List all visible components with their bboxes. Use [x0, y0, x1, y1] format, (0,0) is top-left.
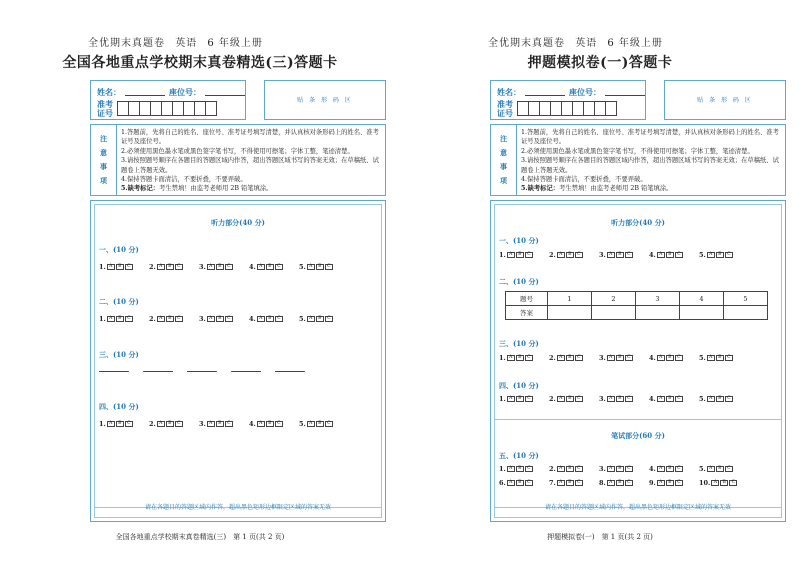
notes-box — [490, 124, 786, 196]
question-number: 2. — [549, 395, 556, 403]
option-bubble-a[interactable]: A — [307, 316, 315, 322]
option-bubble-a[interactable]: A — [257, 421, 265, 427]
question-option-group[interactable] — [699, 354, 749, 362]
option-bubble-c[interactable]: C — [175, 264, 183, 270]
page-footer: 押题模拟卷(一) 第 1 页(共 2 页) — [547, 533, 653, 541]
question-number: 3. — [199, 420, 206, 428]
option-bubble-b[interactable]: B — [516, 480, 524, 486]
option-bubble-a[interactable]: A — [307, 421, 315, 427]
question-number: 5. — [699, 465, 706, 473]
option-bubble-c[interactable]: C — [275, 316, 283, 322]
option-bubble-b[interactable]: B — [720, 480, 728, 486]
question-number: 4. — [649, 465, 656, 473]
option-bubble-c[interactable]: C — [725, 466, 733, 472]
section-4-title: 四、(10 分) — [499, 381, 539, 390]
answer-cell[interactable] — [680, 306, 724, 320]
question-number: 3. — [199, 263, 206, 271]
question-option-group[interactable] — [599, 395, 649, 403]
question-number: 5. — [699, 395, 706, 403]
option-bubble-b[interactable]: B — [666, 466, 674, 472]
option-bubble-a[interactable]: A — [557, 396, 565, 402]
exam-id-label: 准考 证号 — [497, 99, 513, 118]
option-bubble-b[interactable]: B — [716, 466, 724, 472]
option-bubble-b[interactable]: B — [216, 421, 224, 427]
section-4-options[interactable] — [499, 395, 749, 403]
option-bubble-b[interactable]: B — [666, 480, 674, 486]
option-bubble-b[interactable]: B — [516, 396, 524, 402]
barcode-area: 贴 条 形 码 区 — [264, 80, 386, 120]
option-bubble-a[interactable]: A — [557, 466, 565, 472]
option-bubble-b[interactable]: B — [566, 480, 574, 486]
question-number: 2. — [149, 420, 156, 428]
section-1-options[interactable] — [499, 251, 749, 259]
option-bubble-b[interactable]: B — [566, 252, 574, 258]
barcode-area: 贴 条 形 码 区 — [664, 80, 786, 120]
option-bubble-b[interactable]: B — [216, 316, 224, 322]
question-number: 2. — [149, 263, 156, 271]
option-bubble-b[interactable]: B — [716, 396, 724, 402]
option-bubble-c[interactable]: C — [225, 264, 233, 270]
name-field[interactable] — [125, 95, 165, 96]
option-bubble-a[interactable]: A — [557, 252, 565, 258]
name-label: 姓名： — [497, 87, 521, 97]
option-bubble-b[interactable]: B — [116, 316, 124, 322]
option-bubble-c[interactable]: C — [725, 252, 733, 258]
option-bubble-c[interactable]: C — [725, 355, 733, 361]
option-bubble-b[interactable]: B — [266, 421, 274, 427]
section-2-options[interactable] — [99, 315, 349, 323]
question-option-group[interactable] — [499, 479, 549, 487]
option-bubble-b[interactable]: B — [516, 355, 524, 361]
question-option-group[interactable] — [149, 315, 199, 323]
subject: 英语 — [575, 38, 598, 49]
option-bubble-a[interactable]: A — [707, 466, 715, 472]
question-option-group[interactable] — [549, 354, 599, 362]
grade: 6 年级上册 — [207, 38, 263, 49]
divider — [495, 419, 781, 420]
section-3-options[interactable] — [499, 354, 749, 362]
question-option-group[interactable] — [549, 479, 599, 487]
option-bubble-c[interactable]: C — [725, 396, 733, 402]
student-info-box — [90, 80, 246, 120]
question-option-group[interactable] — [699, 465, 749, 473]
option-bubble-c[interactable]: C — [575, 396, 583, 402]
question-option-group[interactable] — [549, 395, 599, 403]
option-bubble-b[interactable]: B — [266, 316, 274, 322]
option-bubble-a[interactable]: A — [157, 264, 165, 270]
exam-id-cells[interactable] — [117, 101, 216, 116]
question-number: 2. — [149, 315, 156, 323]
option-bubble-b[interactable]: B — [266, 264, 274, 270]
option-bubble-c[interactable]: C — [675, 252, 683, 258]
option-bubble-b[interactable]: B — [666, 355, 674, 361]
section-3-title: 三、(10 分) — [499, 339, 539, 348]
option-bubble-a[interactable]: A — [207, 316, 215, 322]
seat-label: 座位号： — [569, 87, 601, 97]
question-option-group[interactable] — [199, 420, 249, 428]
name-label: 姓名： — [97, 87, 121, 97]
option-bubble-c[interactable]: C — [525, 252, 533, 258]
question-number: 1. — [99, 315, 106, 323]
section-5-options[interactable] — [499, 465, 749, 473]
question-option-group[interactable] — [599, 479, 649, 487]
option-bubble-c[interactable]: C — [675, 355, 683, 361]
header — [488, 34, 669, 49]
section-5-title: 五、(10 分) — [499, 451, 539, 460]
question-option-group[interactable] — [299, 263, 349, 271]
option-bubble-a[interactable]: A — [707, 396, 715, 402]
section-1-title: 一、(10 分) — [99, 245, 139, 254]
bottom-warning: 请在各题目的答题区域内作答，超出黑色矩形边框限定区域的答案无效 — [544, 504, 731, 511]
question-option-group[interactable] — [599, 465, 649, 473]
option-bubble-a[interactable]: A — [657, 355, 665, 361]
listening-title: 听力部分(40 分) — [611, 218, 665, 227]
option-bubble-a[interactable]: A — [107, 264, 115, 270]
option-bubble-a[interactable]: A — [657, 252, 665, 258]
question-number: 9. — [649, 479, 656, 487]
question-number: 6. — [499, 479, 506, 487]
written-title: 笔试部分(60 分) — [611, 431, 665, 440]
answer-sheet-right — [400, 0, 800, 580]
question-number: 1. — [99, 420, 106, 428]
question-option-group[interactable] — [699, 251, 749, 259]
option-bubble-b[interactable]: B — [716, 355, 724, 361]
option-bubble-b[interactable]: B — [666, 252, 674, 258]
question-option-group[interactable] — [499, 251, 549, 259]
option-bubble-b[interactable]: B — [166, 316, 174, 322]
question-number: 4. — [249, 263, 256, 271]
student-info-box — [490, 80, 646, 120]
question-number: 3. — [599, 354, 606, 362]
option-bubble-a[interactable]: A — [607, 252, 615, 258]
question-option-group[interactable] — [249, 315, 299, 323]
question-option-group[interactable] — [499, 465, 549, 473]
option-bubble-a[interactable]: A — [657, 480, 665, 486]
name-field[interactable] — [525, 95, 565, 96]
option-bubble-b[interactable]: B — [616, 396, 624, 402]
question-option-group[interactable] — [299, 420, 349, 428]
option-bubble-b[interactable]: B — [116, 264, 124, 270]
table-header-label: 题号 — [506, 292, 548, 306]
option-bubble-c[interactable]: C — [575, 355, 583, 361]
answer-cell[interactable] — [548, 306, 592, 320]
option-bubble-a[interactable]: A — [507, 355, 515, 361]
option-bubble-c[interactable]: C — [729, 480, 737, 486]
option-bubble-c[interactable]: C — [525, 396, 533, 402]
option-bubble-a[interactable]: A — [157, 421, 165, 427]
table-answer-label: 答案 — [506, 306, 548, 320]
option-bubble-a[interactable]: A — [207, 421, 215, 427]
option-bubble-a[interactable]: A — [607, 466, 615, 472]
question-number: 1. — [499, 465, 506, 473]
option-bubble-a[interactable]: A — [207, 264, 215, 270]
question-number: 2. — [549, 251, 556, 259]
option-bubble-a[interactable]: A — [557, 355, 565, 361]
option-bubble-c[interactable]: C — [275, 264, 283, 270]
question-number: 3. — [599, 251, 606, 259]
option-bubble-c[interactable]: C — [275, 421, 283, 427]
question-option-group[interactable] — [499, 354, 549, 362]
seat-label: 座位号： — [169, 87, 201, 97]
question-number: 4. — [649, 251, 656, 259]
option-bubble-b[interactable]: B — [316, 264, 324, 270]
sheet-title: 押题模拟卷(一)答题卡 — [527, 55, 673, 71]
option-bubble-b[interactable]: B — [516, 252, 524, 258]
question-number: 2. — [549, 465, 556, 473]
option-bubble-c[interactable]: C — [225, 421, 233, 427]
option-bubble-c[interactable]: C — [125, 316, 133, 322]
question-option-group[interactable] — [599, 354, 649, 362]
section-4-options[interactable] — [99, 420, 349, 428]
question-option-group[interactable] — [99, 263, 149, 271]
section-3-title: 三、(10 分) — [99, 350, 139, 359]
option-bubble-b[interactable]: B — [616, 466, 624, 472]
option-bubble-c[interactable]: C — [225, 316, 233, 322]
option-bubble-b[interactable]: B — [166, 264, 174, 270]
option-bubble-c[interactable]: C — [625, 480, 633, 486]
answer-cell[interactable] — [724, 306, 768, 320]
section-3-blanks[interactable] — [99, 371, 305, 372]
exam-id-cells[interactable] — [517, 101, 616, 116]
question-option-group[interactable] — [99, 420, 149, 428]
question-number: 10. — [699, 479, 711, 487]
option-bubble-a[interactable]: A — [557, 480, 565, 486]
option-bubble-c[interactable]: C — [675, 396, 683, 402]
option-bubble-c[interactable]: C — [625, 396, 633, 402]
option-bubble-b[interactable]: B — [616, 480, 624, 486]
question-number: 4. — [249, 420, 256, 428]
question-option-group[interactable] — [649, 479, 699, 487]
option-bubble-b[interactable]: B — [616, 252, 624, 258]
question-number: 8. — [599, 479, 606, 487]
question-option-group[interactable] — [649, 395, 699, 403]
option-bubble-a[interactable]: A — [711, 480, 719, 486]
option-bubble-a[interactable]: A — [257, 316, 265, 322]
notes-label: 注 意 事 项 — [91, 125, 117, 195]
question-option-group[interactable] — [149, 420, 199, 428]
section-2-title: 二、(10 分) — [99, 297, 139, 306]
option-bubble-c[interactable]: C — [525, 466, 533, 472]
option-bubble-c[interactable]: C — [625, 466, 633, 472]
question-number: 3. — [199, 315, 206, 323]
option-bubble-b[interactable]: B — [566, 396, 574, 402]
option-bubble-b[interactable]: B — [566, 466, 574, 472]
question-option-group[interactable] — [649, 354, 699, 362]
option-bubble-a[interactable]: A — [507, 396, 515, 402]
question-option-group[interactable] — [649, 465, 699, 473]
option-bubble-b[interactable]: B — [316, 421, 324, 427]
question-option-group[interactable] — [249, 420, 299, 428]
option-bubble-b[interactable]: B — [566, 355, 574, 361]
option-bubble-b[interactable]: B — [316, 316, 324, 322]
notes-list: 1.答题前，先将自己的姓名、座位号、准考证号填写清楚，并认真核对条形码上的姓名、准考证号及座位号。 2.必须使用黑色墨水笔或黑色签字笔书写，不得使用可擦笔；字体工整，笔迹清楚。 3.请按照题号顺序在各题目的答题区域内作答，超出答题区域书写的答案无效；在草稿纸、试题卷上答题无效。 4.保持答题卡面清洁，不要折叠，不要弄破。 5.缺考标记：考生禁填！由监考老师用 2B 铅笔填涂。 — [121, 129, 379, 193]
option-bubble-b[interactable]: B — [216, 264, 224, 270]
option-bubble-c[interactable]: C — [575, 480, 583, 486]
subject: 英语 — [175, 38, 198, 49]
option-bubble-c[interactable]: C — [675, 466, 683, 472]
question-number: 3. — [599, 395, 606, 403]
listening-title: 听力部分(40 分) — [211, 218, 265, 227]
option-bubble-a[interactable]: A — [607, 396, 615, 402]
notes-label: 注 意 事 项 — [491, 125, 517, 195]
question-option-group[interactable] — [549, 465, 599, 473]
option-bubble-b[interactable]: B — [716, 252, 724, 258]
question-number: 2. — [549, 354, 556, 362]
option-bubble-c[interactable]: C — [325, 316, 333, 322]
question-number: 1. — [99, 263, 106, 271]
series-name: 全优期末真题卷 — [88, 38, 165, 49]
option-bubble-a[interactable]: A — [307, 264, 315, 270]
option-bubble-a[interactable]: A — [707, 252, 715, 258]
answer-area — [90, 200, 386, 522]
grade: 6 年级上册 — [607, 38, 663, 49]
option-bubble-a[interactable]: A — [257, 264, 265, 270]
section-1-options[interactable] — [99, 263, 349, 271]
answer-cell[interactable] — [592, 306, 636, 320]
question-number: 1. — [499, 395, 506, 403]
series-name: 全优期末真题卷 — [488, 38, 565, 49]
option-bubble-b[interactable]: B — [666, 396, 674, 402]
question-number: 4. — [249, 315, 256, 323]
exam-id-label: 准考 证号 — [97, 99, 113, 118]
notes-box — [90, 124, 386, 196]
question-number: 5. — [699, 251, 706, 259]
option-bubble-a[interactable]: A — [157, 316, 165, 322]
question-option-group[interactable] — [249, 263, 299, 271]
option-bubble-a[interactable]: A — [707, 355, 715, 361]
question-number: 4. — [649, 395, 656, 403]
option-bubble-a[interactable]: A — [507, 252, 515, 258]
question-option-group[interactable] — [99, 315, 149, 323]
option-bubble-c[interactable]: C — [575, 466, 583, 472]
question-number: 5. — [299, 420, 306, 428]
option-bubble-b[interactable]: B — [616, 355, 624, 361]
question-option-group[interactable] — [549, 251, 599, 259]
question-option-group[interactable] — [599, 251, 649, 259]
section-4-title: 四、(10 分) — [99, 402, 139, 411]
question-option-group[interactable] — [499, 395, 549, 403]
seat-field[interactable] — [605, 95, 645, 96]
seat-field[interactable] — [205, 95, 245, 96]
question-option-group[interactable] — [299, 315, 349, 323]
section-2-table: 题号 1 2 3 4 5 答案 — [505, 291, 768, 320]
question-option-group[interactable] — [199, 315, 249, 323]
option-bubble-c[interactable]: C — [125, 264, 133, 270]
section-5-options-b[interactable] — [499, 479, 749, 487]
question-option-group[interactable] — [699, 479, 749, 487]
question-number: 5. — [299, 263, 306, 271]
option-bubble-a[interactable]: A — [607, 480, 615, 486]
option-bubble-a[interactable]: A — [507, 480, 515, 486]
option-bubble-c[interactable]: C — [325, 264, 333, 270]
option-bubble-c[interactable]: C — [675, 480, 683, 486]
sheet-title: 全国各地重点学校期末真卷精选(三)答题卡 — [62, 55, 338, 71]
question-option-group[interactable] — [649, 251, 699, 259]
option-bubble-c[interactable]: C — [525, 355, 533, 361]
section-2-title: 二、(10 分) — [499, 277, 539, 286]
question-number: 5. — [699, 354, 706, 362]
option-bubble-c[interactable]: C — [175, 316, 183, 322]
option-bubble-a[interactable]: A — [657, 466, 665, 472]
question-option-group[interactable] — [149, 263, 199, 271]
bottom-warning: 请在各题目的答题区域内作答，超出黑色矩形边框限定区域的答案无效 — [144, 504, 331, 511]
question-number: 4. — [649, 354, 656, 362]
option-bubble-b[interactable]: B — [116, 421, 124, 427]
option-bubble-b[interactable]: B — [166, 421, 174, 427]
page-footer: 全国各地重点学校期末真卷精选(三) 第 1 页(共 2 页) — [115, 533, 285, 541]
answer-area — [490, 200, 786, 522]
answer-cell[interactable] — [636, 306, 680, 320]
option-bubble-b[interactable]: B — [516, 466, 524, 472]
question-number: 5. — [299, 315, 306, 323]
option-bubble-c[interactable]: C — [525, 480, 533, 486]
option-bubble-c[interactable]: C — [625, 355, 633, 361]
option-bubble-c[interactable]: C — [125, 421, 133, 427]
option-bubble-c[interactable]: C — [625, 252, 633, 258]
option-bubble-a[interactable]: A — [657, 396, 665, 402]
question-number: 3. — [599, 465, 606, 473]
notes-list: 1.答题前，先将自己的姓名、座位号、准考证号填写清楚，并认真核对条形码上的姓名、准考证号及座位号。 2.必须使用黑色墨水笔或黑色签字笔书写，不得使用可擦笔；字体工整，笔迹清楚。 3.请按照题号顺序在各题目的答题区域内作答，超出答题区域书写的答案无效；在草稿纸、试题卷上答题无效。 4.保持答题卡面清洁，不要折叠，不要弄破。 5.缺考标记：考生禁填！由监考老师用 2B 铅笔填涂。 — [521, 129, 779, 193]
question-number: 1. — [499, 251, 506, 259]
option-bubble-a[interactable]: A — [507, 466, 515, 472]
option-bubble-a[interactable]: A — [607, 355, 615, 361]
question-option-group[interactable] — [199, 263, 249, 271]
question-number: 1. — [499, 354, 506, 362]
question-number: 7. — [549, 479, 556, 487]
option-bubble-c[interactable]: C — [575, 252, 583, 258]
question-option-group[interactable] — [699, 395, 749, 403]
section-1-title: 一、(10 分) — [499, 236, 539, 245]
option-bubble-a[interactable]: A — [107, 316, 115, 322]
option-bubble-c[interactable]: C — [325, 421, 333, 427]
option-bubble-c[interactable]: C — [175, 421, 183, 427]
option-bubble-a[interactable]: A — [107, 421, 115, 427]
header — [88, 34, 269, 49]
